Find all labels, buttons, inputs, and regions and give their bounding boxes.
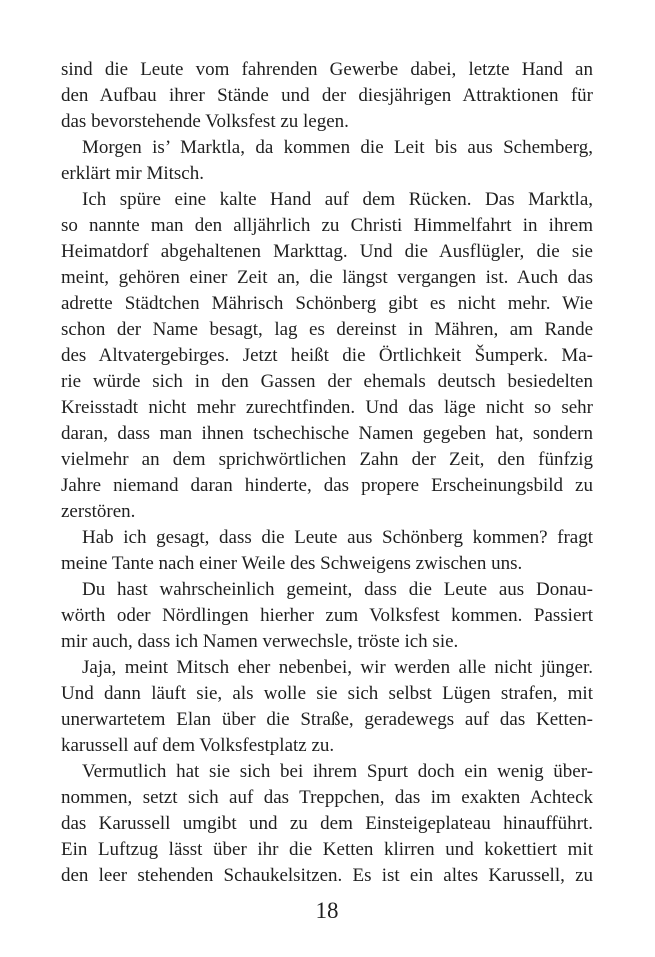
- text-line: unerwartetem Elan über die Straße, geradewegs auf das Ketten-: [61, 709, 593, 730]
- text-line: des Altvatergebirges. Jetzt heißt die Örtlichkeit Šumperk. Ma-: [61, 345, 593, 366]
- text-line: wörth oder Nördlingen hierher zum Volksfest kommen. Passiert: [61, 605, 593, 626]
- paragraph: [61, 525, 593, 577]
- text-line: meint, gehören einer Zeit an, die längst vergangen ist. Auch das: [61, 267, 593, 288]
- text-line: mir auch, dass ich Namen verwechsle, tröste ich sie.: [61, 631, 459, 652]
- text-line: Und dann läuft sie, als wolle sie sich selbst Lügen strafen, mit: [61, 683, 593, 704]
- text-line: Jaja, meint Mitsch eher nebenbei, wir werden alle nicht jünger.: [82, 657, 593, 678]
- paragraph: [61, 187, 593, 525]
- text-line: schon der Name besagt, lag es dereinst in Mähren, am Rande: [61, 319, 593, 340]
- text-line: sind die Leute vom fahrenden Gewerbe dabei, letzte Hand an: [61, 59, 593, 80]
- text-line: erklärt mir Mitsch.: [61, 163, 204, 184]
- text-line: den leer stehenden Schaukelsitzen. Es ist ein altes Karussell, zu: [61, 865, 593, 886]
- text-line: zerstören.: [61, 501, 136, 522]
- text-line: meine Tante nach einer Weile des Schweigens zwischen uns.: [61, 553, 523, 574]
- paragraph: [61, 759, 593, 889]
- text-line: Du hast wahrscheinlich gemeint, dass die Leute aus Donau-: [82, 579, 593, 600]
- page-text: [61, 57, 593, 889]
- text-line: Ich spüre eine kalte Hand auf dem Rücken. Das Marktla,: [82, 189, 593, 210]
- text-line: karussell auf dem Volksfestplatz zu.: [61, 735, 335, 756]
- text-line: nommen, setzt sich auf das Treppchen, das im exakten Achteck: [61, 787, 593, 808]
- text-line: Ein Luftzug lässt über ihr die Ketten klirren und kokettiert mit: [61, 839, 593, 860]
- text-line: Hab ich gesagt, dass die Leute aus Schönberg kommen? fragt: [82, 527, 593, 548]
- paragraph: [61, 135, 593, 187]
- text-line: so nannte man den alljährlich zu Christi Himmelfahrt in ihrem: [61, 215, 593, 236]
- paragraph: [61, 655, 593, 759]
- text-line: das Karussell umgibt und zu dem Einsteigeplateau hinaufführt.: [61, 813, 593, 834]
- text-line: daran, dass man ihnen tschechische Namen gegeben hat, sondern: [61, 423, 593, 444]
- text-line: vielmehr an dem sprichwörtlichen Zahn der Zeit, den fünfzig: [61, 449, 593, 470]
- text-line: das bevorstehende Volksfest zu legen.: [61, 111, 349, 132]
- text-line: rie würde sich in den Gassen der ehemals deutsch besiedelten: [61, 371, 593, 392]
- text-line: Vermutlich hat sie sich bei ihrem Spurt doch ein wenig über-: [82, 761, 593, 782]
- text-line: Morgen is’ Marktla, da kommen die Leit bis aus Schemberg,: [82, 137, 593, 158]
- text-line: Jahre niemand daran hinderte, das propere Erscheinungsbild zu: [61, 475, 593, 496]
- page-number: 18: [315, 898, 339, 923]
- text-line: adrette Städtchen Mährisch Schönberg gibt es nicht mehr. Wie: [61, 293, 593, 314]
- paragraph: [61, 57, 593, 135]
- paragraph: [61, 577, 593, 655]
- text-line: den Aufbau ihrer Stände und der diesjährigen Attraktionen für: [61, 85, 593, 106]
- text-line: Kreisstadt nicht mehr zurechtfinden. Und das läge nicht so sehr: [61, 397, 593, 418]
- text-line: Heimatdorf abgehaltenen Markttag. Und die Ausflügler, die sie: [61, 241, 593, 262]
